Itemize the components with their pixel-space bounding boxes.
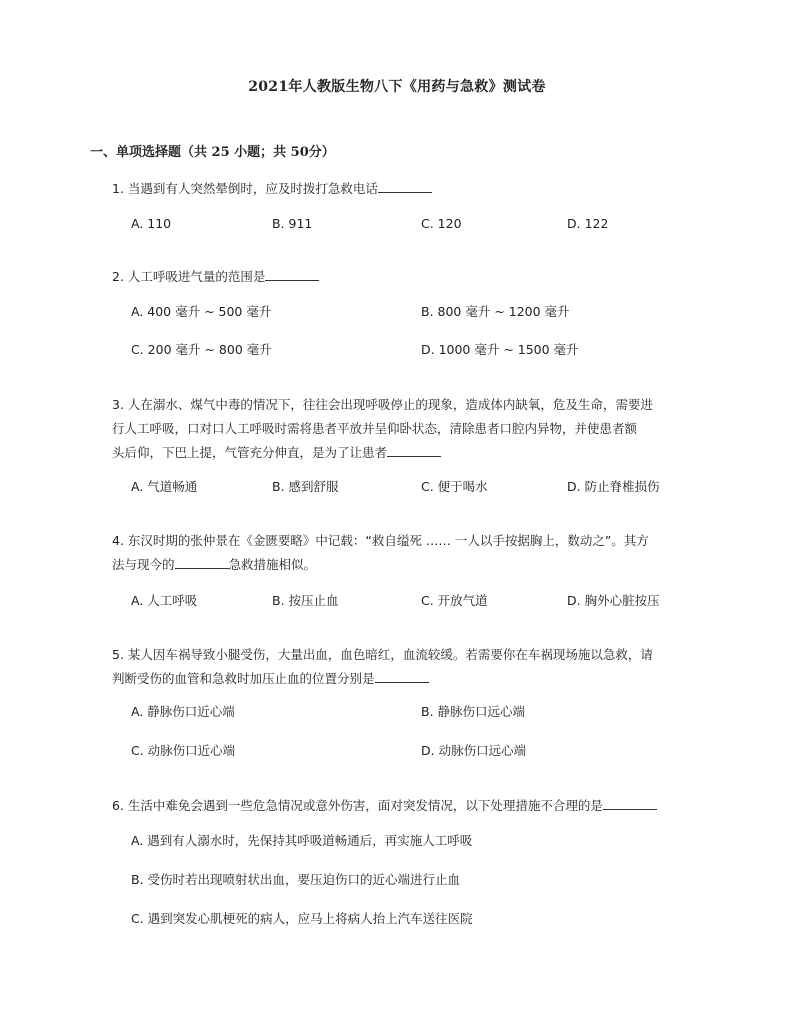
q3-option-d: D. 防止脊椎损伤: [567, 479, 660, 494]
answer-blank: [378, 178, 432, 193]
q6-option-a: A. 遇到有人溺水时，先保持其呼吸道畅通后，再实施人工呼吸: [131, 833, 473, 848]
question-stem-line: 法与现今的: [112, 557, 175, 572]
q4-option-a: A. 人工呼吸: [131, 593, 198, 608]
q5-option-c: C. 动脉伤口近心端: [131, 743, 236, 758]
page-title: 2021年人教版生物八下《用药与急救》测试卷: [248, 79, 546, 95]
q1-option-d: D. 122: [567, 216, 609, 231]
q2-option-c: C. 200 毫升 ~ 800 毫升: [131, 342, 272, 357]
q3-option-b: B. 感到舒服: [272, 479, 339, 494]
question-4: [112, 529, 712, 577]
q2-option-d: D. 1000 毫升 ~ 1500 毫升: [421, 342, 579, 357]
question-stem-line: 5. 某人因车祸导致小腿受伤，大量出血，血色暗红，血流较缓。若需要你在车祸现场施以急救，请: [112, 647, 653, 662]
answer-blank: [265, 266, 319, 281]
q5-option-a: A. 静脉伤口近心端: [131, 704, 235, 719]
q2-option-a: A. 400 毫升 ~ 500 毫升: [131, 304, 272, 319]
question-stem: 6. 生活中难免会遇到一些危急情况或意外伤害，面对突发情况，以下处理措施不合理的是: [112, 798, 603, 813]
q5-option-d: D. 动脉伤口远心端: [421, 743, 527, 758]
q1-option-a: A. 110: [131, 216, 172, 231]
q4-option-c: C. 开放气道: [421, 593, 488, 608]
q4-option-d: D. 胸外心脏按压: [567, 593, 660, 608]
q1-option-b: B. 911: [272, 216, 313, 231]
question-1: [112, 177, 712, 201]
question-5: [112, 643, 712, 691]
question-6: [112, 794, 712, 818]
question-2: [112, 265, 712, 289]
q1-option-c: C. 120: [421, 216, 462, 231]
q3-option-c: C. 便于喝水: [421, 479, 488, 494]
section-heading: 一、单项选择题（共 25 小题；共 50分）: [90, 145, 335, 160]
question-stem: 1. 当遇到有人突然晕倒时，应及时拨打急救电话: [112, 181, 378, 196]
q6-option-b: B. 受伤时若出现喷射状出血，要压迫伤口的近心端进行止血: [131, 872, 461, 887]
question-stem-line: 行人工呼吸，口对口人工呼吸时需将患者平放并呈仰卧状态，清除患者口腔内异物，并使患者额: [112, 421, 638, 436]
answer-blank: [387, 442, 441, 457]
question-3: [112, 393, 712, 465]
q5-option-b: B. 静脉伤口远心端: [421, 704, 526, 719]
question-stem-line: 4. 东汉时期的张仲景在《金匮要略》中记载：“救自缢死 …… 一人以手按据胸上，数动之”。其方: [112, 533, 649, 548]
answer-blank: [375, 668, 429, 683]
question-stem-line: 判断受伤的血管和急救时加压止血的位置分别是: [112, 671, 375, 686]
q3-option-a: A. 气道畅通: [131, 479, 198, 494]
answer-blank: [175, 554, 229, 569]
q2-option-b: B. 800 毫升 ~ 1200 毫升: [421, 304, 570, 319]
question-stem-line: 急救措施相似。: [228, 557, 317, 572]
question-stem-line: 头后仰，下巴上提，气管充分伸直，是为了让患者: [112, 445, 388, 460]
question-stem-line: 3. 人在溺水、煤气中毒的情况下，往往会出现呼吸停止的现象，造成体内缺氧，危及生命，需要进: [112, 397, 653, 412]
q6-option-c: C. 遇到突发心肌梗死的病人，应马上将病人抬上汽车送往医院: [131, 911, 473, 926]
answer-blank: [603, 795, 657, 810]
q4-option-b: B. 按压止血: [272, 593, 339, 608]
question-stem: 2. 人工呼吸进气量的范围是: [112, 269, 266, 284]
